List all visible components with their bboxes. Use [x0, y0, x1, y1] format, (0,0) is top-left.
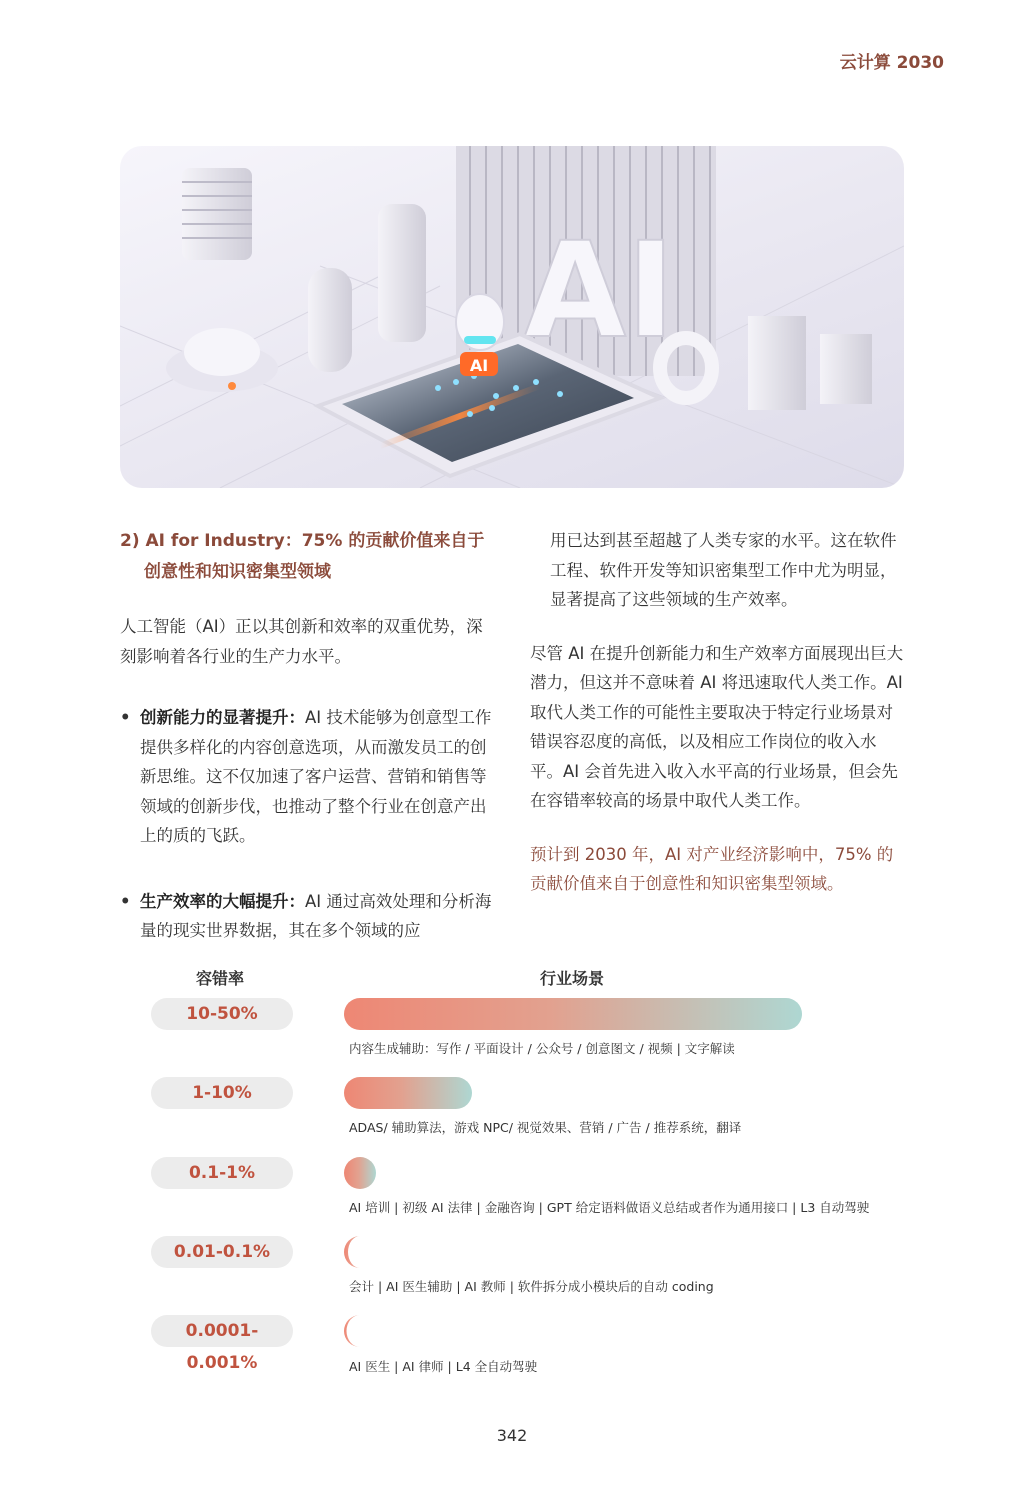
- tolerance-crescent-mark: [344, 1315, 374, 1347]
- rate-pill: 1-10%: [151, 1077, 293, 1109]
- scenario-text: 会计 | AI 医生辅助 | AI 教师 | 软件拆分成小模块后的自动 coding: [349, 1279, 714, 1294]
- tolerance-bar: [344, 998, 802, 1030]
- body-paragraph: 尽管 AI 在提升创新能力和生产效率方面展现出巨大潜力，但这并不意味着 AI 将迅速取代人类工作。AI 取代人类工作的可能性主要取决于特定行业场景对错误容忍度的高低，以及相应工作岗位的收入水平。AI 会首先进入收入水平高的行业场景，但会先在容错率较高的场景中取代人类工作。: [530, 643, 904, 810]
- bullet-innovation: [120, 703, 496, 851]
- bullet-text: AI 通过高效处理和分析海量的现实世界数据，其在多个领域的应: [140, 891, 492, 940]
- bullet-dot: •: [120, 708, 131, 727]
- left-column: [120, 526, 496, 946]
- tolerance-bar: [344, 1077, 472, 1109]
- scenario-text: ADAS/ 辅助算法，游戏 NPC/ 视觉效果、营销 / 广告 / 推荐系统，翻译: [349, 1120, 742, 1135]
- bullet-lead: 创新能力的显著提升：: [140, 708, 305, 727]
- rate-pill: 0.0001-0.001%: [151, 1315, 293, 1347]
- tolerance-bar: [344, 1157, 376, 1189]
- intro-paragraph: 人工智能（AI）正以其创新和效率的双重优势，深刻影响着各行业的生产力水平。: [120, 617, 483, 666]
- rate-pill: 0.01-0.1%: [151, 1236, 293, 1268]
- rate-pill: 10-50%: [151, 998, 293, 1030]
- scenario-text: AI 培训 | 初级 AI 法律 | 金融咨询 | GPT 给定语料做语义总结或者作为通用接口 | L3 自动驾驶: [349, 1200, 870, 1215]
- hero-ai-badge: AI: [469, 356, 489, 375]
- rate-pill: 0.1-1%: [151, 1157, 293, 1189]
- scenario-text: 内容生成辅助：写作 / 平面设计 / 公众号 / 创意图文 / 视频 | 文字解读: [349, 1041, 735, 1056]
- scene-column-header: 行业场景: [540, 969, 605, 988]
- scenario-text: AI 医生 | AI 律师 | L4 全自动驾驶: [349, 1359, 538, 1374]
- bullet-text: AI 技术能够为创意型工作提供多样化的内容创意选项，从而激发员工的创新思维。这不仅加速了客户运营、营销和销售等领域的创新步伐，也推动了整个行业在创意产出上的质的飞跃。: [140, 708, 492, 845]
- page-number: 342: [496, 1426, 528, 1445]
- hero-big-ai-text: AI: [524, 214, 676, 368]
- bullet-dot: •: [120, 891, 131, 911]
- tolerance-crescent-mark: [344, 1236, 374, 1268]
- bullet-lead: 生产效率的大幅提升：: [140, 891, 305, 911]
- hero-illustration: [120, 146, 904, 488]
- right-column: [530, 526, 906, 899]
- highlight-paragraph: 预计到 2030 年，AI 对产业经济影响中，75% 的贡献价值来自于创意性和知识密集型领域。: [530, 844, 894, 893]
- bullet-continuation: 用已达到甚至超越了人类专家的水平。这在软件工程、软件开发等知识密集型工作中尤为明显，显著提高了这些领域的生产效率。: [550, 531, 897, 609]
- isometric-city-illustration: [120, 146, 904, 488]
- running-header-title: 云计算 2030: [839, 53, 944, 73]
- rate-column-header: 容错率: [196, 969, 245, 988]
- bullet-efficiency: [120, 887, 496, 946]
- section-heading: 2) AI for Industry：75% 的贡献价值来自于创意性和知识密集型领域: [120, 531, 485, 582]
